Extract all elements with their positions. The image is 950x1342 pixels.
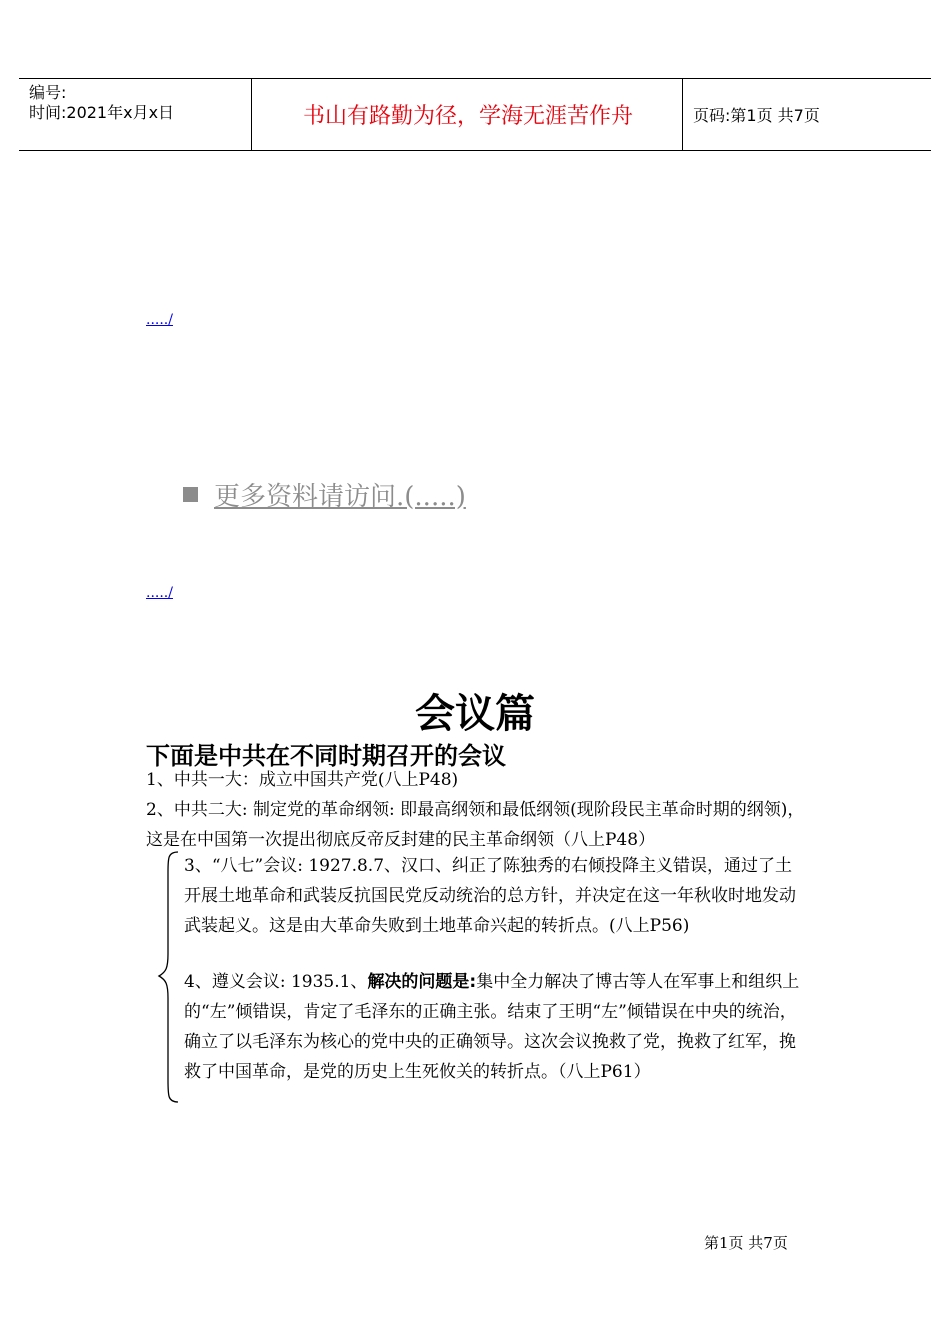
item-text: 集中全力解决了博古等人在军事上和组织上的“左”倾错误，肯定了毛泽东的正确主张。结束了王明“左”倾错误在中央的统治，确立了以毛泽东为核心的党中央的正确领导。这次会议挽救了党，挽救了红军，挽救了中国革命，是党的历史上生死攸关的转折点。（八上P61） [184,972,800,1082]
header-divider [251,79,252,150]
bottom-link[interactable]: ...../ [146,585,173,601]
header-meta [29,83,174,123]
curly-brace-icon [156,850,182,1104]
more-resources-link[interactable]: 更多资料请访问.(.....) [214,482,466,512]
time-label: 时间:2021年x月x日 [29,103,175,122]
code-label: 编号: [29,83,67,102]
list-item: 1、中共一大：成立中国共产党(八上P48) [146,770,459,790]
list-item: 3、“八七”会议: 1927.8.7、汉口、纠正了陈独秀的右倾投降主义错误，通过了土开展土地革命和武装反抗国民党反动统治的总方针，并决定在这一年秋收时地发动武装起义。这是由大革命失败到土地革命兴起的转折点。(八上P56) [184,856,796,936]
top-link[interactable]: ...../ [146,312,173,328]
item-bold-label: 解决的问题是: [367,972,477,992]
page-title: 会议篇 [415,691,535,737]
list-item: 2、中共二大: 制定党的革命纲领: 即最高纲领和最低纲领(现阶段民主革命时期的纲领)，这是在中国第一次提出彻底反帝反封建的民主革命纲领（八上P48） [146,800,805,850]
more-resources[interactable] [183,476,466,513]
square-bullet-icon [183,487,198,502]
document-header [19,78,931,151]
page-footer: 第1页 共7页 [704,1234,788,1252]
header-page-info: 页码:第1页 共7页 [693,106,820,125]
item-prefix: 4、遵义会议: 1935.1、 [184,972,368,992]
list-item [184,967,806,1087]
header-motto: 书山有路勤为径，学海无涯苦作舟 [302,104,633,129]
page-subtitle: 下面是中共在不同时期召开的会议 [146,742,506,770]
